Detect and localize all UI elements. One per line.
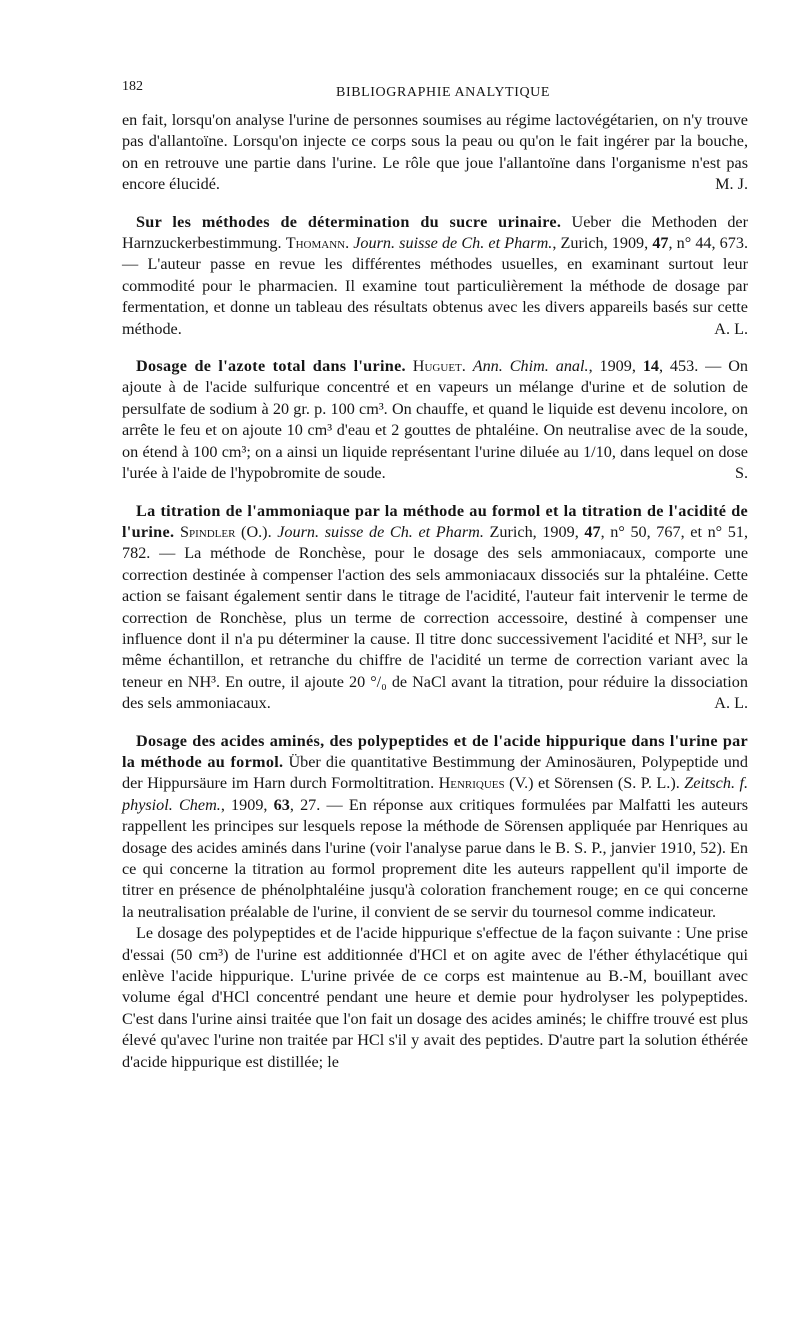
- entry-title: Sur les méthodes de détermination du sucre urinaire.: [136, 212, 562, 231]
- entry-text: , n° 50, 767, et n° 51, 782. — La méthode de Ronchèse, pour le dosage des sels ammoniacaux, comporte une correction destinée à compenser l'action des sels ammoniacaux dissociés sur la phtaléine. Cette action se faisant également sentir dans le titrage de l'acidité, l'auteur fait intervenir le terme de correction de Ronchèse, plus un terme de correction accessoire, destiné à compenser une influence dont il n'a pu déterminer la cause. Il titre donc successivement l'acidité et NH³, sur le même échantillon, et retranche du chiffre de l'acidité un terme de correction variant avec la teneur en NH³. En outre, il ajoute 20 °/₀ de NaCl avant la titration, pour réduire la dissociation des sels ammoniacaux.: [122, 522, 748, 713]
- entry-journal: Journ. suisse de Ch. et Pharm.: [353, 234, 553, 253]
- entry-continuation: Le dosage des polypeptides et de l'acide hippurique s'effectue de la façon suivante : Une prise d'essai (50 cm³) de l'urine est additionnée d'HCl et on agite avec de l'éther éthylacétique qui enlève l'acide hippurique. L'urine privée de ce corps est maintenue au B.-M, bouillant avec volume égal d'HCl concentré pendant une heure et demie pour hydrolyser les polypeptides. C'est dans l'urine ainsi traitée que l'on fait un dosage des acides aminés; le chiffre trouvé est plus élevé qu'avec l'urine non traitée par HCl s'il y avait des peptides. D'autre part la solution éthérée d'acide hippurique est distillée; le: [122, 924, 748, 1071]
- entry-acides-amines: [122, 731, 748, 1074]
- entry-text: , 27. — En réponse aux critiques formulées par Malfatti les auteurs rappellent les principes sur lesquels repose la méthode de Sörensen appliquée par Henriques au dosage des acides aminés dans l'urine (voir l'analyse parue dans le B. S. P., janvier 1910, 52). En ce qui concerne la titration au formol proprement dite les auteurs rappellent qu'il importe de titrer en présence de phénolphtaléine jusqu'à coloration franchement rouge; en ce qui concerne la neutralisation préalable de l'urine, il convient de se servir du tournesol comme indicateur.: [122, 795, 749, 921]
- entry-signature: S.: [734, 464, 748, 483]
- entry-text: , 453. — On ajoute à de l'acide sulfurique concentré et en vapeurs un mélange d'urine et de solution de persulfate de sodium à 20 gr. p. 100 cm³. On chauffe, et quand le liquide est devenu incolore, on arrête le feu et on ajoute 10 cm³ d'eau et 2 gouttes de phtaléine. On neutralise avec de la soude, on étend à 100 cm³; on a ainsi un liquide représentant l'urine diluée au 1/10, dans lequel on dose l'urée à l'aide de l'hypobromite de soude.: [122, 357, 749, 483]
- entry-ammoniaque-formol: [122, 501, 748, 715]
- entry-signature: A. L.: [714, 694, 748, 713]
- running-title: BIBLIOGRAPHIE ANALYTIQUE: [336, 85, 551, 100]
- entry-title: Dosage des acides aminés, des polypeptides et de l'acide hippurique dans l'urine par la méthode au formol.: [122, 731, 748, 771]
- entry-text: .: [461, 357, 473, 376]
- entry-text: , 1909,: [220, 795, 274, 814]
- document-page: [122, 76, 748, 1089]
- running-header: [122, 76, 748, 110]
- entry-text: Zurich, 1909,: [483, 522, 585, 541]
- entry-text: Ueber die Methoden der Harnzuckerbestimmung.: [122, 212, 749, 253]
- entry-journal: Journ. suisse de Ch. et Pharm.: [277, 522, 484, 541]
- entry-text: , Zurich, 1909,: [552, 234, 653, 253]
- entry-text: .: [345, 234, 354, 253]
- entry-volume: 14: [642, 357, 659, 376]
- entry-author: Huguet: [412, 357, 462, 376]
- entry-journal: Ann. Chim. anal.: [472, 357, 589, 376]
- entry-volume: 63: [273, 795, 290, 814]
- intro-paragraph: [122, 110, 748, 196]
- entry-title: La titration de l'ammoniaque par la méthode au formol et la titration de l'acidité de l'urine.: [122, 501, 748, 541]
- entry-text: (O.).: [235, 522, 278, 541]
- entry-journal: Zeitsch. f. physiol. Chem.: [122, 774, 748, 814]
- entry-author: Thomann: [285, 234, 346, 253]
- entry-sucre-urinaire: [122, 212, 748, 340]
- entry-azote-total: [122, 356, 748, 484]
- entry-text: Über die quantitative Bestimmung der Aminosäuren, Polypeptide und der Hippursäure im Harn durch Formoltitration.: [122, 752, 748, 793]
- entry-volume: 47: [652, 234, 669, 253]
- entry-author: Henriques: [438, 774, 505, 793]
- entry-text: (V.) et Sörensen (S. P. L.).: [504, 774, 685, 793]
- entry-signature: A. L.: [714, 319, 748, 338]
- entry-text: [406, 357, 413, 375]
- intro-signature: M. J.: [715, 175, 748, 194]
- page-number: 182: [122, 79, 143, 94]
- entry-author: Spindler: [179, 522, 236, 541]
- entry-text: , 1909,: [588, 357, 643, 376]
- entry-title: Dosage de l'azote total dans l'urine.: [136, 357, 406, 376]
- entry-volume: 47: [584, 522, 601, 541]
- entry-text: , n° 44, 673. — L'auteur passe en revue les différentes méthodes usuelles, en examinant surtout leur commodité pour le pharmacien. Il examine tout particulièrement la méthode de dosage par fermentation, et donne un tableau des résultats obtenus avec les divers appareils basés sur cette méthode.: [122, 234, 749, 338]
- intro-text: en fait, lorsqu'on analyse l'urine de personnes soumises au régime lactovégétarien, on n'y trouve pas d'allantoïne. Lorsqu'on injecte ce corps sous la peau ou qu'on le fait ingérer par la bouche, on en retrouve une partie dans l'urine. Le rôle que joue l'allantoïne dans l'organisme n'est pas encore élucidé.: [122, 111, 748, 194]
